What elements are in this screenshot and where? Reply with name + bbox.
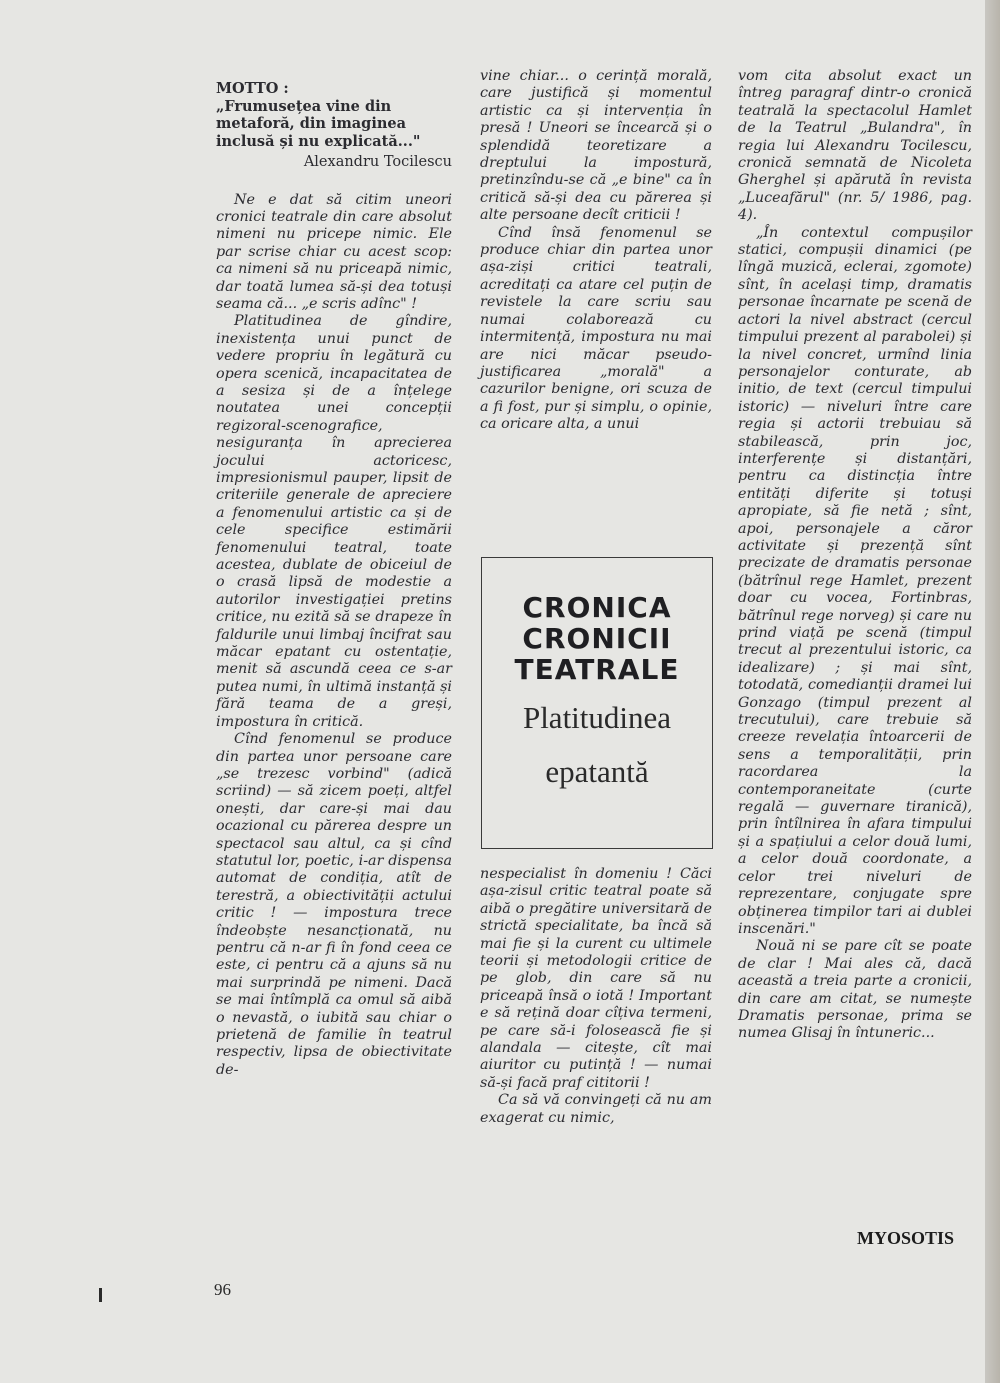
motto-label: MOTTO : <box>216 80 289 97</box>
paragraph: Platitudinea de gîndire, inexistența unui punct de vedere propriu în legătură cu opera scenică, incapacitatea de a sesiza și de a înțelege noutatea unei concepții regizoral-scenografice, nesiguranța în aprecierea jocului actoricesc, impresionismul pauper, lipsit de criteriile generale de apreciere a fenomenului artistic ca și de cele specifice estimării fenomenului teatral, toate acestea, dublate de obiceiul de o crasă lipsă de modestie a autorilor investigației pretins critice, nu ezită să se drapeze în faldurile unui limbaj încifrat sau măcar epatant cu ostentație, menit să ascundă ceea ce s-ar putea numi, în ultimă instanță și fără teama de a greși, impostura în critică. <box>216 313 452 730</box>
article-title-box <box>481 557 713 849</box>
paragraph: vine chiar... o cerință morală, care justifică și momentul artistic ca și intervenția în presă ! Uneori se încearcă și o splendidă teoretizare a dreptului la impostură, pretinzîndu-se că „e bine" ca în critică să-și dea cu părerea și alte persoane decît criticii ! <box>480 68 712 224</box>
paragraph: Cînd fenomenul se produce din partea unor persoane care „se trezesc vorbind" (adică scriind) — să zicem poeți, altfel onești, dar care-și mai dau ocazional cu părerea despre un spectacol sau altul, ca și cînd statutul lor, poetic, i-ar dispensa automat de condiția, atît de terestră, a obiectivității actului critic ! — impostura trece îndeobște nesancționată, nu pentru că n-ar fi în fond ceea ce este, ci pentru că a ajuns să nu mai surprindă pe nimeni. Dacă se mai întîmplă ca omul să aibă o nevastă, o iubită sau chiar o prietenă de familie în teatrul respectiv, lipsa de obiectivitate de- <box>216 731 452 1078</box>
paragraph: nespecialist în domeniu ! Căci așa-zisul critic teatral poate să aibă o pregătire universitară de strictă specialitate, ba încă să mai fie și la curent cu ultimele teorii și metodologii critice de pe glob, din care să nu priceapă însă o iotă ! Important e să rețină doar cîțiva termeni, pe care să-i folosească fie și alandala — citește, cît mai aiuritor cu putință ! — numai să-și facă praf cititorii ! <box>480 866 712 1091</box>
page-number: 96 <box>214 1280 231 1299</box>
rubric-heading-line2: CRONICII <box>522 622 672 655</box>
paragraph: Cînd însă fenomenul se produce chiar din partea unor așa-ziși critici teatrali, acreditați ca atare cel puțin de revistele la care scriu sau numai colaborează cu intermitență, impostura nu mai are nici măcar pseudo-justificarea „morală" a cazurilor benigne, ori scuza de a fi fost, pur și simplu, o opinie, ca oricare alta, a unui <box>480 224 712 433</box>
magazine-name: MYOSOTIS <box>857 1228 955 1248</box>
page-edge <box>985 0 1000 1383</box>
paragraph: vom cita absolut exact un întreg paragraf dintr-o cronică teatrală la spectacolul Hamlet de la Teatrul „Bulandra", în regia lui Alexandru Tocilescu, cronică semnată de Nicoleta Gherghel și apărută în revista „Luceafărul" (nr. 5/ 1986, pag. 4). <box>738 68 972 224</box>
paragraph: Ca să vă convingeți că nu am exagerat cu nimic, <box>480 1092 712 1126</box>
motto-text: „Frumusețea vine din metaforă, din imaginea inclusă și nu explicată..." <box>216 97 421 150</box>
article-title: Platitudinea <box>522 700 672 735</box>
column-3 <box>738 68 972 1043</box>
rubric-heading-line1: CRONICA <box>522 591 672 624</box>
motto-author: Alexandru Tocilescu <box>303 154 452 170</box>
article-subtitle: epatantă <box>545 754 649 789</box>
paragraph: Ne e dat să citim uneori cronici teatrale din care absolut nimeni nu pricepe nimic. Ele par scrise chiar cu acest scop: ca nimeni să nu priceapă nimic, dar toată lumea să-și dea totuși seama că... „e scris adînc" ! <box>216 191 452 312</box>
paragraph: „În contextul compușilor statici, compușii dinamici (pe lîngă muzică, eclerai, zgomote) sînt, în același timp, dramatis personae încarnate pe scenă de actori la nivel abstract (cercul timpului prezent al parabolei) și la nivel concret, urmînd linia personajelor conturate, ab initio, de text (cercul timpului istoric) — niveluri între care regia și actorii trebuiau să stabilească, prin joc, interferențe și distanțări, pentru ca distincția între entități diferite și totuși apropiate, să fie netă ; sînt, apoi, personajele a căror activitate și prezență sînt precizate de dramatis personae (bătrînul rege Hamlet, prezent doar cu vocea, Fortinbras, bătrînul rege norveg) și care nu prind viață pe scenă (timpul trecut al prezentului istoric, ca idealizare) ; și mai sînt, totodată, comedianții dramei lui Gonzago (timpul prezent al trecutului), care trebuie să creeze revelația întoarcerii de sens a temporalității, prin racordarea la contemporaneitate (curte regală — guvernare tiranică), prin întîlnirea în afara timpului și a spațiului a celor două lumi, a celor două coordonate, a celor trei niveluri de reprezentare, conjugate spre obținerea timpilor tari ai dublei inscenări." <box>738 224 972 937</box>
rubric-heading-line3: TEATRALE <box>514 653 680 686</box>
paragraph: Nouă ni se pare cît se poate de clar ! Mai ales că, dacă această a treia parte a cronicii, din care am citat, se numește Dramatis personae, prima se numea Glisaj în întuneric... <box>738 938 972 1042</box>
margin-mark <box>99 1288 102 1302</box>
column-1 <box>216 68 452 1079</box>
